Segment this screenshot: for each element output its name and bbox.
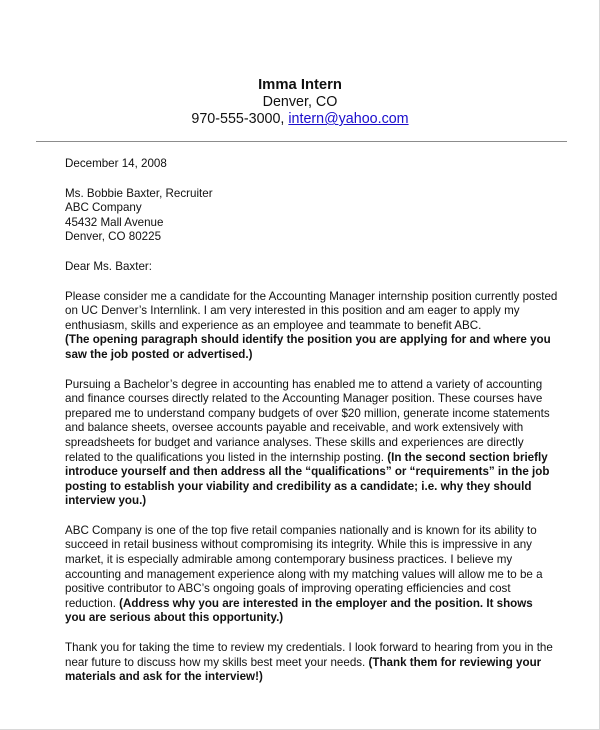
sender-name: Imma Intern (258, 77, 342, 93)
paragraph-line: and balance sheets, oversee accounts payable and receivable, and work extensively with (65, 421, 524, 435)
sender-email-link[interactable]: intern@yahoo.com (288, 111, 409, 127)
paragraph-line: succeed in retail business without compromising its integrity. While this is impressive in any (65, 538, 532, 552)
sender-contact (0, 111, 600, 128)
paragraph-text: related to the qualifications you listed in the internship posting. (65, 450, 388, 464)
paragraph-opening (65, 290, 570, 363)
sender-city: Denver, CO (262, 94, 338, 110)
paragraph-closing (65, 641, 570, 685)
instruction-line: interview you.) (65, 494, 147, 508)
paragraph-line: and finance courses directly related to the Accounting Manager position. These courses have (65, 392, 543, 406)
recipient-line: 45432 Mall Avenue (65, 215, 164, 229)
paragraph-qualifications (65, 378, 570, 509)
instruction-line: saw the job posted or advertised.) (65, 347, 253, 361)
header-divider (36, 141, 567, 142)
salutation: Dear Ms. Baxter: (65, 259, 152, 273)
instruction-line: (The opening paragraph should identify the position you are applying for and where you (65, 333, 551, 347)
paragraph-line: Thank you for taking the time to review my credentials. I look forward to hearing from you in the (65, 641, 553, 655)
instruction-line: posting to establish your viability and credibility as a candidate; i.e. why they should (65, 479, 532, 493)
instruction-line: introduce yourself and then address all the “qualifications” or “requirements” in the job (65, 465, 550, 479)
letter-body (65, 157, 570, 700)
paragraph-line-mixed (65, 597, 570, 612)
paragraph-line: market, it is especially admirable among contemporary business practices. I believe my (65, 553, 513, 567)
paragraph-line: enthusiasm, skills and experience as an employee and teammate to benefit ABC. (65, 318, 482, 332)
recipient-address (65, 187, 570, 245)
instruction-text: (Address why you are interested in the employer and the position. It shows (119, 596, 533, 610)
paragraph-line-mixed (65, 451, 570, 466)
paragraph-line: on UC Denver’s Internlink. I am very interested in this position and am eager to apply my (65, 304, 520, 318)
paragraph-line: Pursuing a Bachelor’s degree in accounting has enabled me to attend a variety of accounting (65, 377, 543, 391)
letterhead (0, 77, 600, 128)
instruction-text: (Thank them for reviewing your (368, 655, 542, 669)
paragraph-line: prepared me to understand company budgets of over $20 million, generate income statements (65, 406, 550, 420)
paragraph-text: near future to discuss how my skills best meet your needs. (65, 655, 369, 669)
letter-date: December 14, 2008 (65, 157, 167, 170)
paragraph-line: ABC Company is one of the top five retail companies nationally and is known for its ability to (65, 523, 537, 537)
recipient-line: ABC Company (65, 201, 142, 215)
paragraph-line: positive contributor to ABC’s ongoing goals of improving operating efficiencies and cost (65, 582, 511, 596)
paragraph-text: reduction. (65, 596, 120, 610)
recipient-line: Denver, CO 80225 (65, 230, 162, 244)
instruction-text: (In the second section briefly (387, 450, 548, 464)
instruction-line: you are serious about this opportunity.) (65, 611, 284, 625)
paragraph-line: spreadsheets for budget and variance analyses. These skills and experiences are directly (65, 435, 524, 449)
paragraph-employer-interest (65, 524, 570, 626)
instruction-line: materials and ask for the interview!) (65, 670, 263, 684)
recipient-line: Ms. Bobbie Baxter, Recruiter (65, 186, 213, 200)
paragraph-line: Please consider me a candidate for the Accounting Manager internship position currently posted (65, 289, 558, 303)
paragraph-line: accounting and management experience along with my matching values will allow me to be a (65, 567, 543, 581)
sender-phone: 970-555-3000, (191, 111, 289, 127)
paragraph-line-mixed (65, 656, 570, 671)
